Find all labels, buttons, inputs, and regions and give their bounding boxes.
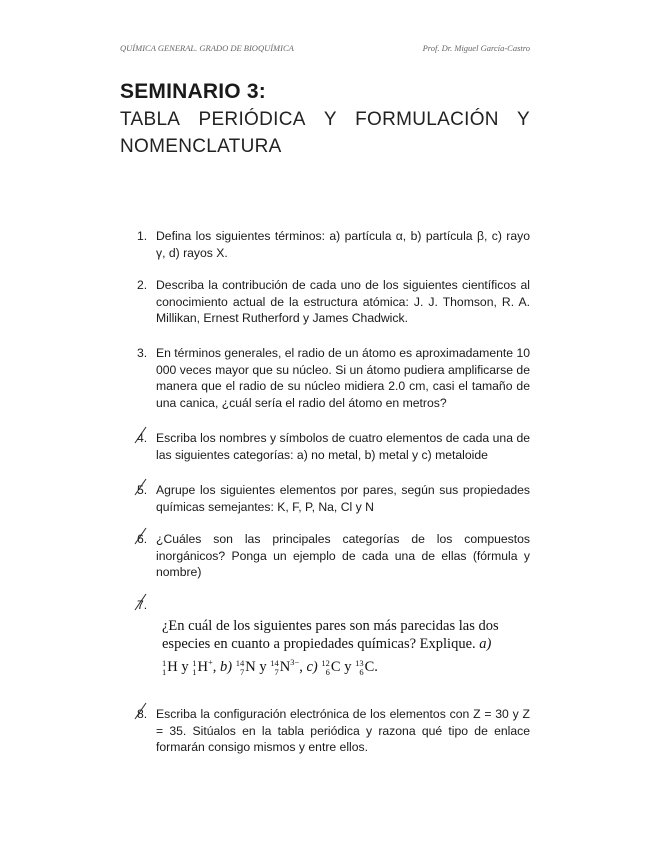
question-1 xyxy=(137,228,530,261)
question-text: Describa la contribución de cada uno de los siguientes científicos al conocimiento actual de la estructura atómica: J. J. Thomson, R. A. Millikan, Ernest Rutherford y James Chadwick. xyxy=(156,278,530,325)
question-text: ¿Cuáles son las principales categorías de los compuestos inorgánicos? Ponga un ejemplo de cada una de ellas (fórmula y nombre) xyxy=(156,532,530,579)
question-text: En términos generales, el radio de un átomo es aproximadamente 10 000 veces mayor que su núcleo. Si un átomo pudiera amplificarse de manera que el radio de su núcleo midiera 2.0 cm, casi el tamaño de una canica, ¿cuál sería el radio del átomo en metros? xyxy=(156,346,530,410)
seminar-subtitle xyxy=(120,106,530,160)
header-professor: Prof. Dr. Miguel García-Castro xyxy=(422,43,530,53)
isotope-n14: 14 7 N xyxy=(235,658,256,677)
question-4 xyxy=(137,430,530,463)
question-number: 7. xyxy=(137,598,148,612)
question-number: 1. xyxy=(137,229,148,243)
isotope-n3-minus: 14 7 $N^{3-}$ xyxy=(270,657,300,677)
isotope-c13: 13 6 C xyxy=(355,658,375,677)
subtitle-word: PERIÓDICA xyxy=(198,109,306,130)
question-text: Agrupe los siguientes elementos por pares, según sus propiedades químicas semejantes: K, F, P, Na, Cl y N xyxy=(156,483,530,514)
question-7 xyxy=(137,597,530,676)
question-8 xyxy=(137,706,530,756)
subtitle-line2: NOMENCLATURA xyxy=(120,136,282,157)
question-6 xyxy=(137,531,530,581)
subtitle-word: Y xyxy=(323,109,337,130)
question-text: ¿En cuál de los siguientes pares son más parecidas las dos especies en cuanto a propiedades químicas? Explique. a) xyxy=(162,618,499,652)
label-b: b) xyxy=(220,658,233,675)
seminar-heading: SEMINARIO 3: xyxy=(120,80,266,103)
question-5 xyxy=(137,482,530,515)
isotope-pairs: 1 1 H y 1 1 H+, b) 14 7 N y 14 7 $N^{3-}$, c) 12 6 C y 13 6 C. xyxy=(162,653,530,676)
question-number: 2. xyxy=(137,278,148,292)
question-3 xyxy=(137,345,530,411)
question-text: Defina los siguientes términos: a) partícula α, b) partícula β, c) rayo γ, d) rayos X. xyxy=(156,229,530,260)
isotope-h1: 1 1 H xyxy=(162,658,178,677)
question-number: 3. xyxy=(137,346,148,360)
question-text: Escriba los nombres y símbolos de cuatro elementos de cada una de las siguientes categorías: a) no metal, b) metal y c) metaloide xyxy=(156,431,530,462)
page-header xyxy=(120,43,530,53)
subtitle-word: Y xyxy=(517,109,530,130)
question-number: 4. xyxy=(137,431,148,445)
isotope-c12: 12 6 C xyxy=(321,658,341,677)
question-number: 6. xyxy=(137,532,148,546)
subtitle-word: FORMULACIÓN xyxy=(355,109,499,130)
question-text: Escriba la configuración electrónica de los elementos con Z = 30 y Z = 35. Sitúalos en la tabla periódica y razona qué tipo de enlace formarán consigo mismos y entre ellos. xyxy=(156,707,530,754)
question-2 xyxy=(137,277,530,327)
document-title xyxy=(120,80,530,160)
subtitle-word: TABLA xyxy=(120,109,181,130)
label-c: c) xyxy=(306,658,318,675)
question-7-body xyxy=(162,617,530,676)
question-number: 8. xyxy=(137,707,148,721)
isotope-h-plus: 1 1 H+ xyxy=(192,657,213,677)
label-a: a) xyxy=(479,636,492,652)
header-course: QUÍMICA GENERAL. GRADO DE BIOQUÍMICA xyxy=(120,43,294,53)
question-number: 5. xyxy=(137,483,148,497)
